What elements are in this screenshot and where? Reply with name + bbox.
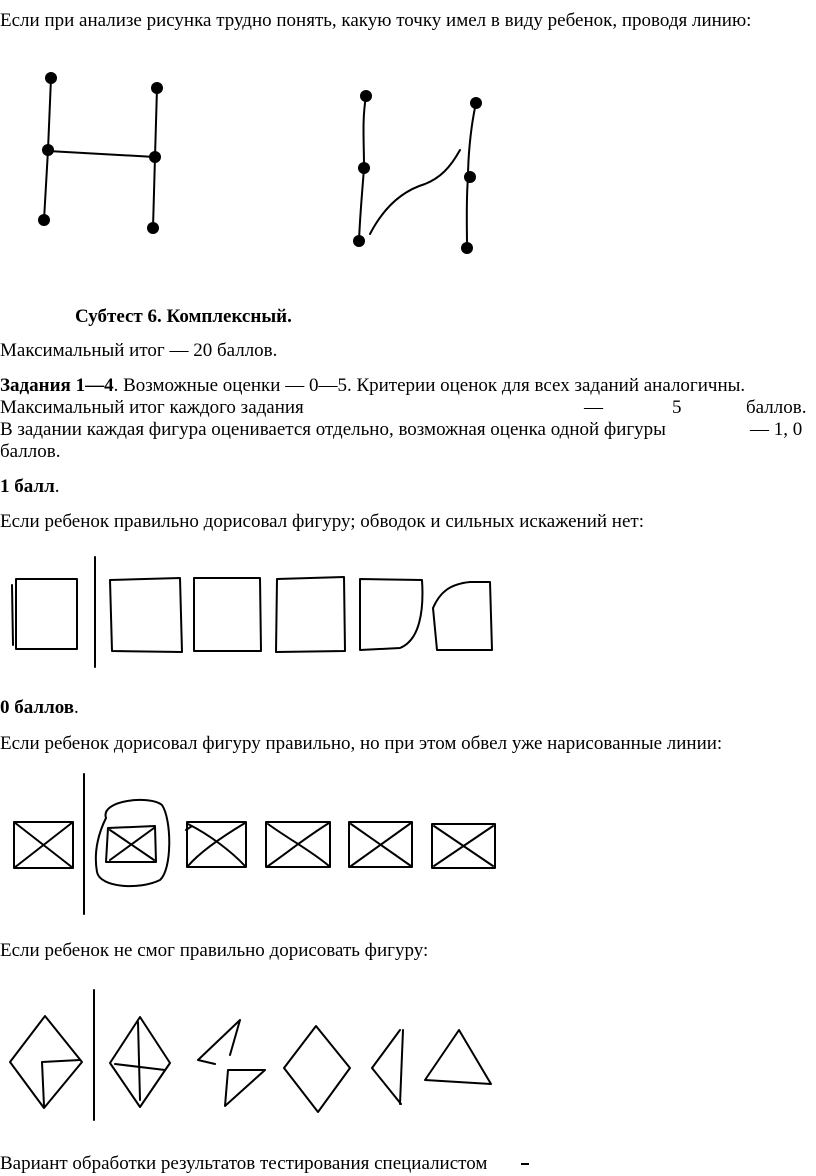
crossed-rect-3 <box>349 822 412 867</box>
diamond-1 <box>110 1017 170 1107</box>
crossed-rectangles-figure <box>0 770 816 920</box>
score0-period: . <box>74 697 79 718</box>
score1-description: Если ребенок правильно дорисовал фигуру; обводок и сильных искажений нет: <box>0 511 644 532</box>
crossed-rect-sample <box>14 822 73 868</box>
score0-label: 0 баллов <box>0 697 75 718</box>
tasks-paragraph <box>0 375 745 397</box>
tasks-label: Задания 1—4 <box>0 375 114 396</box>
score1-period: . <box>54 476 60 497</box>
letter-h-drawing <box>38 72 163 234</box>
figure-eval-right: — 1, 0 <box>750 419 803 440</box>
square-5 <box>433 582 492 650</box>
crossed-rect-circled <box>96 800 169 886</box>
diamond-sample <box>10 1016 82 1108</box>
crossed-rect-4 <box>432 824 495 868</box>
diamond-4 <box>372 1030 403 1104</box>
square-3 <box>276 577 345 652</box>
triangle <box>425 1030 491 1084</box>
dot-drawing-figure <box>0 60 816 270</box>
footer-dash <box>521 1163 529 1165</box>
square-1 <box>110 578 182 652</box>
score0-description-2: Если ребенок не смог правильно дорисовать фигуру: <box>0 940 429 961</box>
diamond-2 <box>198 1020 265 1106</box>
intro-text: Если при анализе рисунка трудно понять, какую точку имел в виду ребенок, проводя линию: <box>0 10 752 31</box>
subtest-title: Субтест 6. Комплексный. <box>75 306 292 327</box>
squares-figure <box>0 555 816 675</box>
diamond-3 <box>284 1026 350 1112</box>
square-sample <box>12 579 77 649</box>
task-max-unit: баллов. <box>746 397 807 418</box>
task-max-left: Максимальный итог каждого задания <box>0 397 304 418</box>
task-max-dash: — <box>584 397 603 418</box>
crossed-rect-2 <box>266 822 330 867</box>
score0-heading <box>0 697 79 719</box>
score0-description-1: Если ребенок дорисовал фигуру правильно, но при этом обвел уже нарисованные линии: <box>0 733 723 754</box>
task-max-num: 5 <box>672 397 682 418</box>
footer-text: Вариант обработки результатов тестирования специалистом <box>0 1153 488 1174</box>
square-2 <box>194 578 261 651</box>
figure-eval-left: В задании каждая фигура оценивается отдельно, возможная оценка одной фигуры <box>0 419 666 440</box>
letter-i-drawing <box>353 90 482 254</box>
score1-heading <box>0 476 60 498</box>
square-4 <box>360 579 422 650</box>
max-total-text: Максимальный итог — 20 баллов. <box>0 340 278 361</box>
score1-label: 1 балл <box>0 476 55 497</box>
figure-eval-cont: баллов. <box>0 441 61 462</box>
tasks-text: . Возможные оценки — 0—5. Критерии оценок для всех заданий аналогичны. <box>113 375 746 396</box>
diamonds-figure <box>0 985 816 1125</box>
crossed-rect-1 <box>186 822 246 867</box>
